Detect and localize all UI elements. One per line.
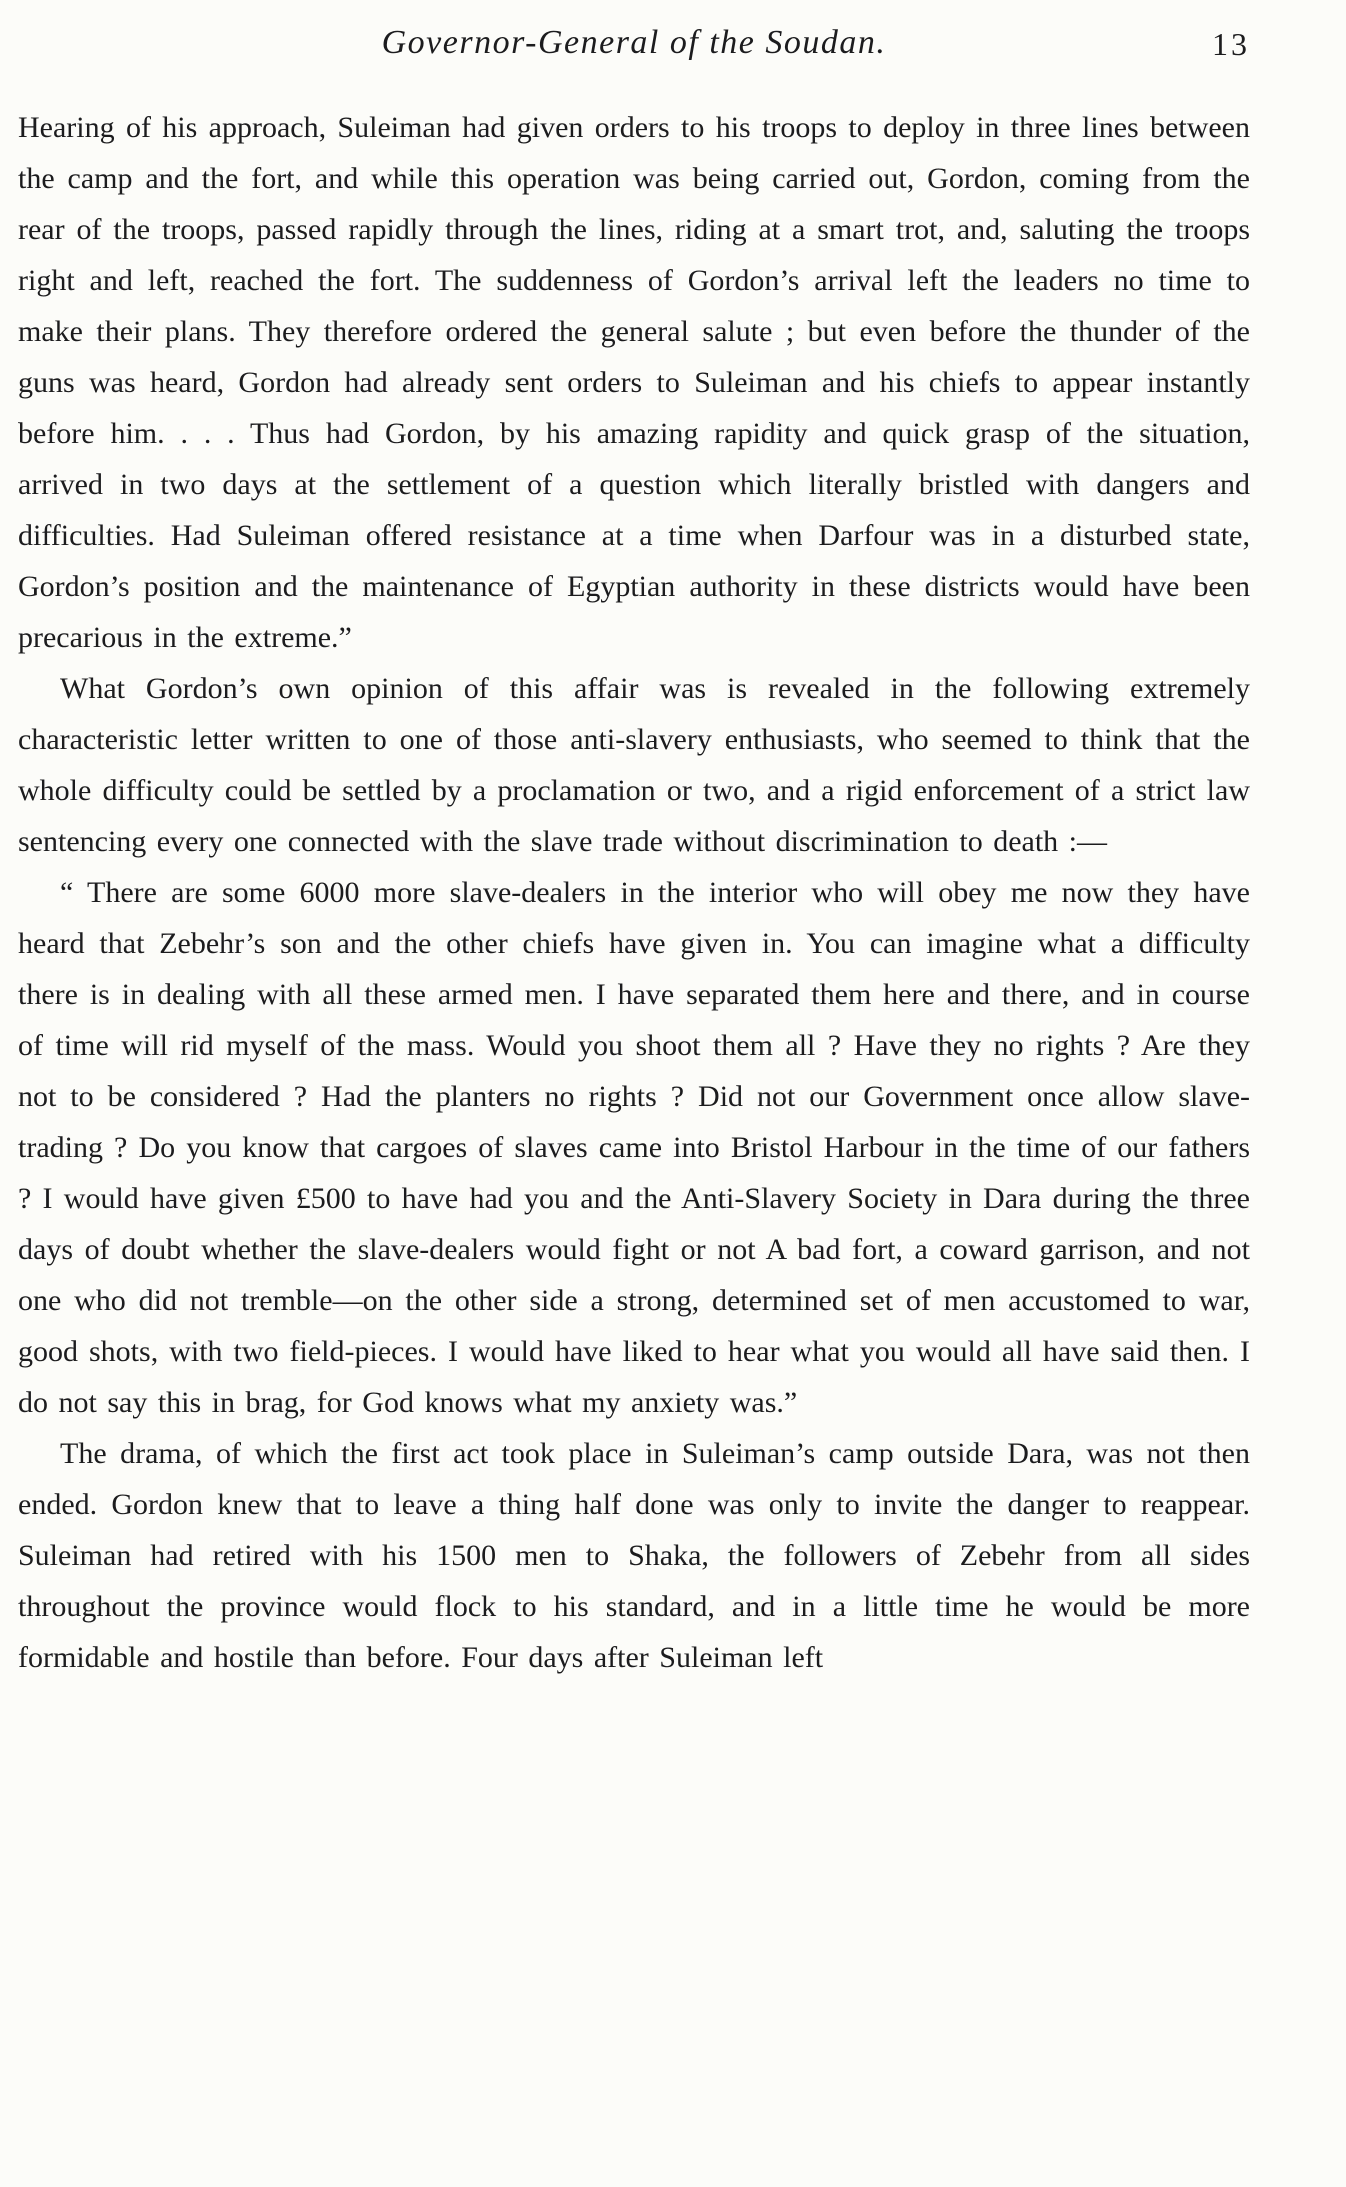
paragraph-1: Hearing of his approach, Suleiman had given orders to his troops to deploy in three lines between the camp and the fort, and while this operation was being carried out, Gordon, coming from the rear of the troops, passed rapidly through the lines, riding at a smart trot, and, saluting the troops right and left, reached the fort. The suddenness of Gordon’s arrival left the leaders no time to make their plans. They therefore ordered the general salute ; but even before the thunder of the guns was heard, Gordon had already sent orders to Suleiman and his chiefs to appear instantly before him. . . . Thus had Gordon, by his amazing rapidity and quick grasp of the situation, arrived in two days at the settlement of a question which literally bristled with dangers and difficulties. Had Suleiman offered resistance at a time when Darfour was in a disturbed state, Gordon’s position and the maintenance of Egyptian authority in these districts would have been precarious in the extreme.” [18,111,1250,654]
running-head [18,24,1250,86]
page-number: 13 [1212,26,1250,62]
body-text [18,102,1250,1683]
page-title: Governor-General of the Soudan. [381,24,887,61]
paragraph-3-quote: “ There are some 6000 more slave-dealers in the interior who will obey me now they have heard that Zebehr’s son and the other chiefs have given in. You can imagine what a difficulty there is in dealing with all these armed men. I have separated them here and there, and in course of time will rid myself of the mass. Would you shoot them all ? Have they no rights ? Are they not to be considered ? Had the planters no rights ? Did not our Government once allow slave-trading ? Do you know that cargoes of slaves came into Bristol Harbour in the time of our fathers ? I would have given £500 to have had you and the Anti-Slavery Society in Dara during the three days of doubt whether the slave-dealers would fight or not A bad fort, a coward garrison, and not one who did not tremble—on the other side a strong, determined set of men accustomed to war, good shots, with two field-pieces. I would have liked to hear what you would all have said then. I do not say this in brag, for God knows what my anxiety was.” [18,876,1250,1419]
paragraph-2: What Gordon’s own opinion of this affair was is revealed in the following extremely characteristic letter written to one of those anti-slavery enthusiasts, who seemed to think that the whole difficulty could be settled by a proclamation or two, and a rigid enforcement of a strict law sentencing every one connected with the slave trade without discrimination to death :— [18,672,1250,858]
paragraph-4: The drama, of which the first act took place in Suleiman’s camp outside Dara, was not then ended. Gordon knew that to leave a thing half done was only to invite the danger to reappear. Suleiman had retired with his 1500 men to Shaka, the followers of Zebehr from all sides throughout the province would flock to his standard, and in a little time he would be more formidable and hostile than before. Four days after Suleiman left [18,1437,1250,1674]
